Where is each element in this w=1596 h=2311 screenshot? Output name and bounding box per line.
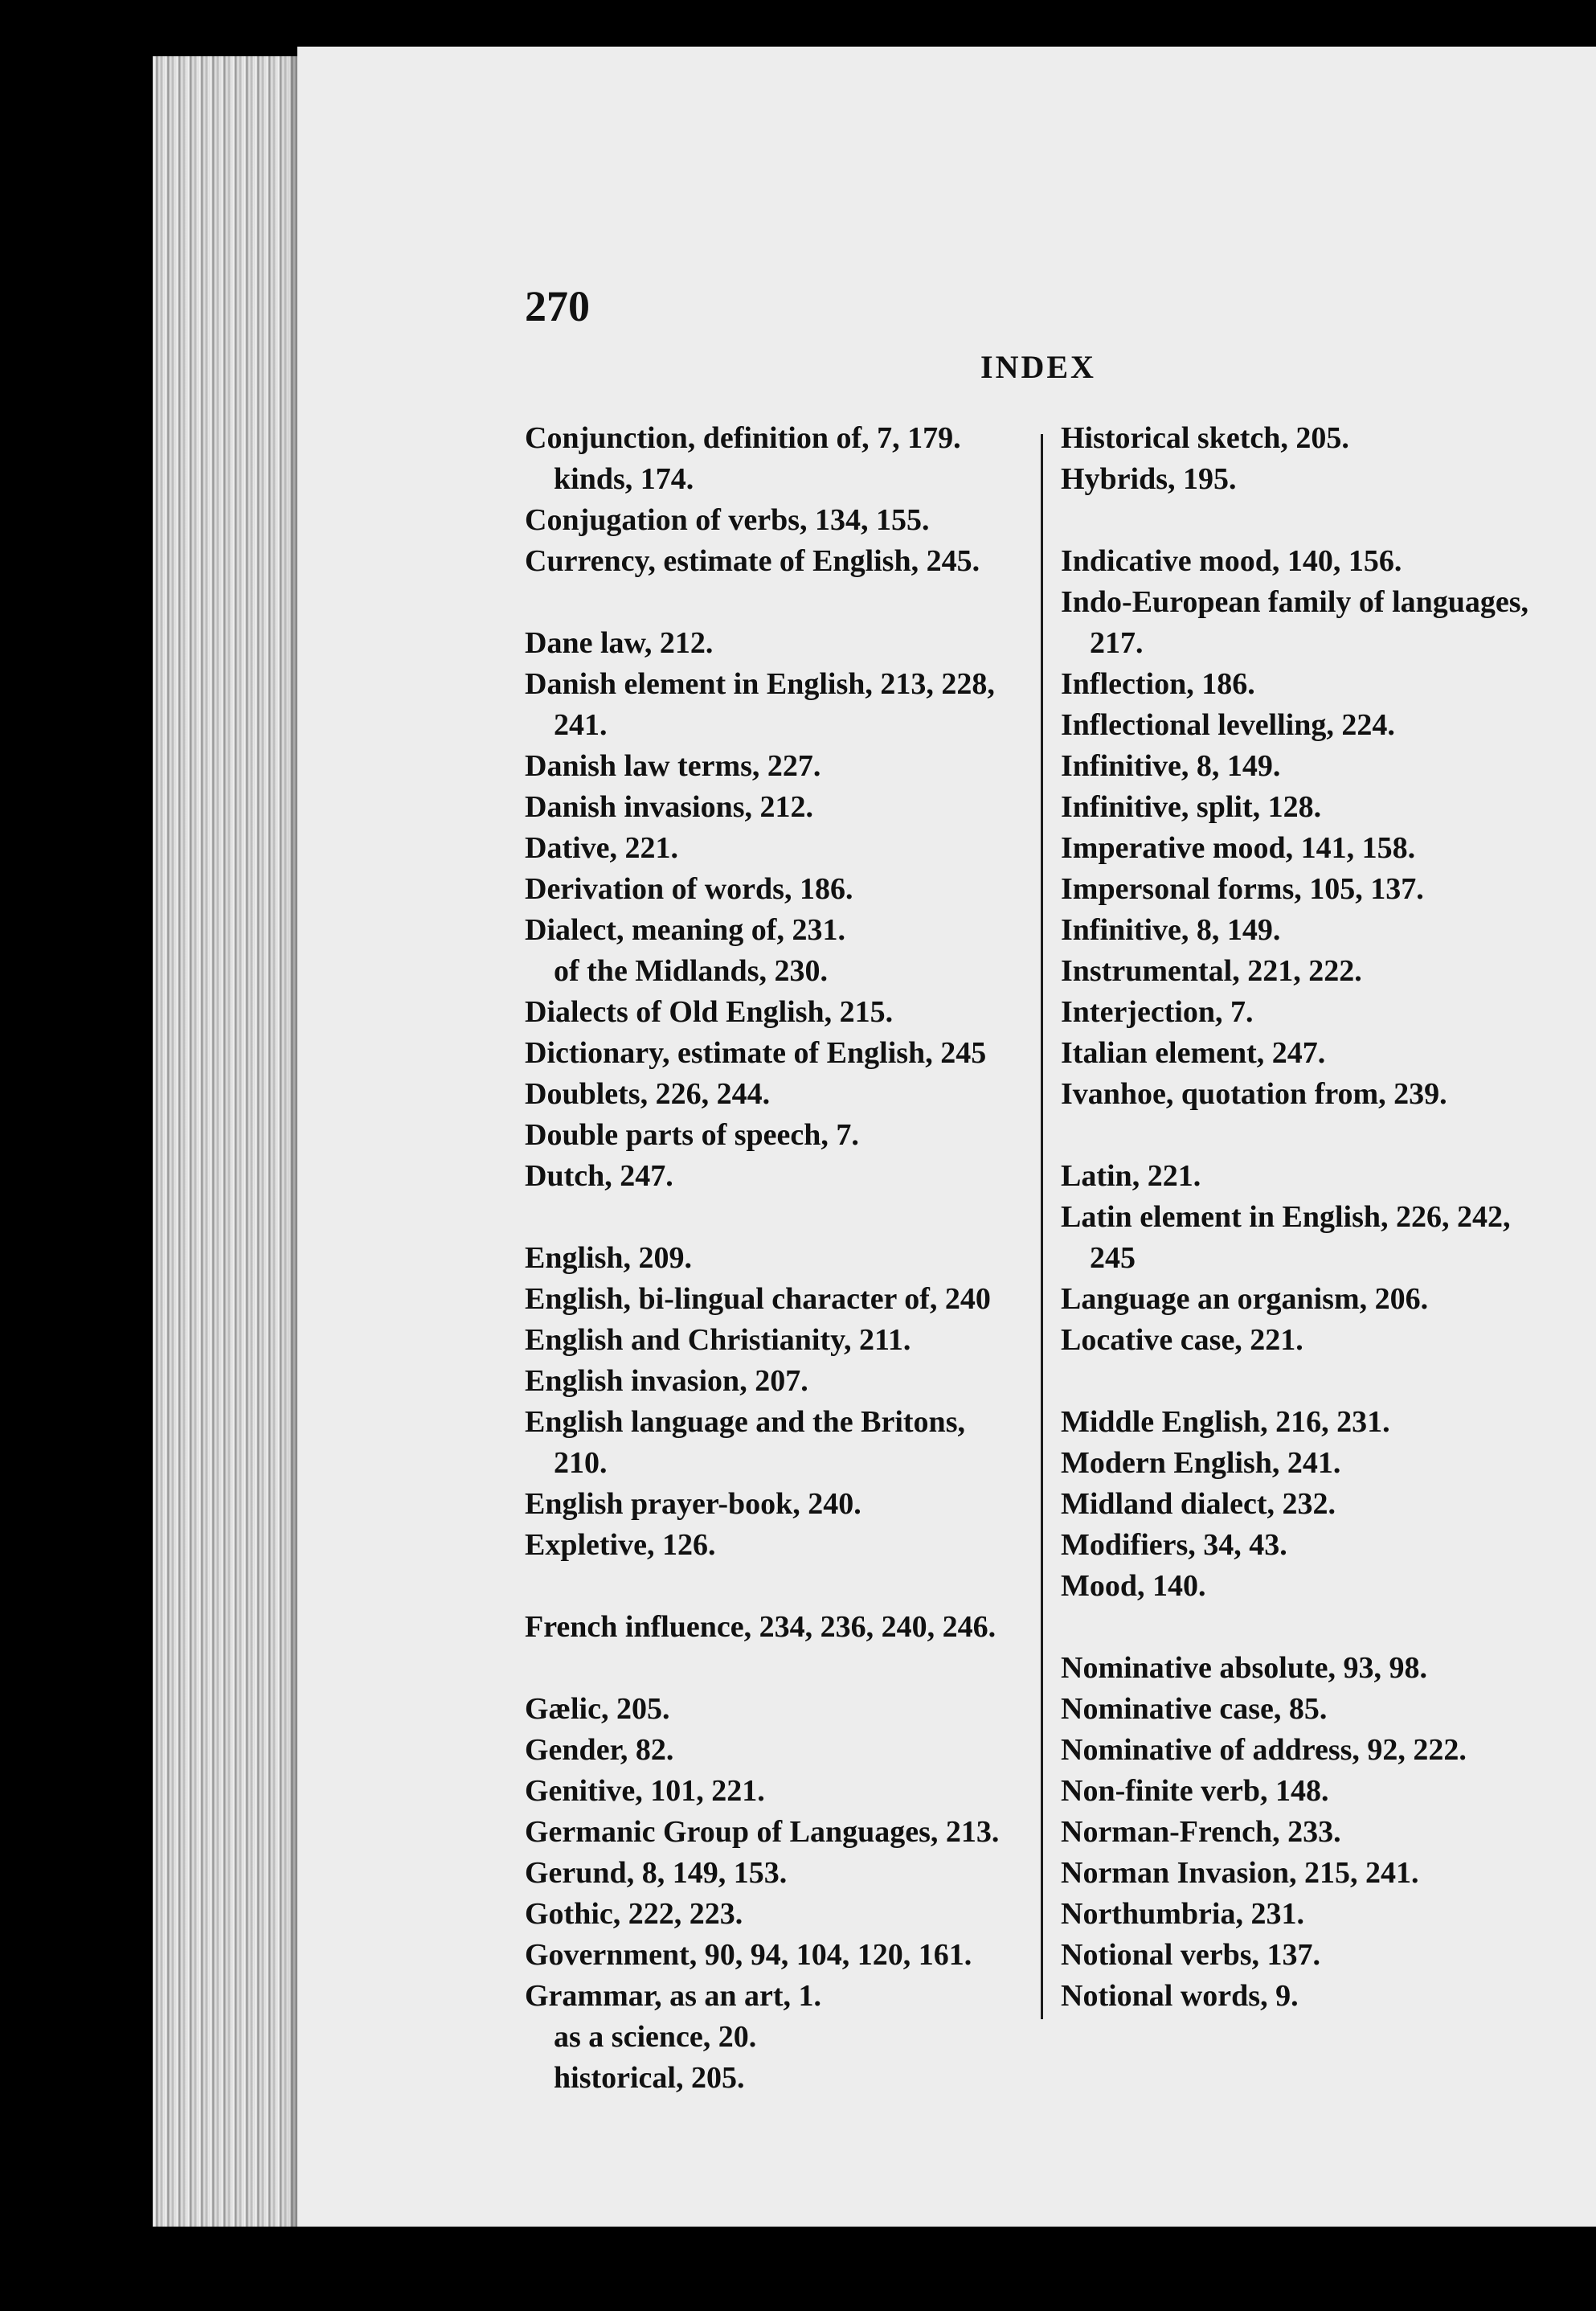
index-entry: French influence, 234, 236, 240, 246. [525, 1610, 996, 1644]
index-entry: English and Christianity, 211. [525, 1323, 911, 1357]
index-entry: Dative, 221. [525, 831, 679, 865]
index-subentry: kinds, 174. [554, 462, 694, 496]
index-entry: Indicative mood, 140, 156. [1061, 544, 1402, 578]
index-entry: Historical sketch, 205. [1061, 421, 1349, 455]
section-gap [525, 1648, 1015, 1689]
index-entry: Hybrids, 195. [1061, 462, 1237, 496]
index-entry: Conjugation of verbs, 134, 155. [525, 503, 930, 537]
index-entry: Inflectional levelling, 224. [1061, 708, 1395, 742]
index-entry: Dialect, meaning of, 231. [525, 913, 845, 947]
index-entry: Latin, 221. [1061, 1159, 1201, 1193]
index-entry: Danish law terms, 227. [525, 749, 821, 783]
index-entry: Gælic, 205. [525, 1692, 670, 1726]
section-gap [525, 1566, 1015, 1607]
page-number: 270 [525, 282, 590, 330]
index-column-left [525, 418, 1015, 2099]
section-gap [1061, 1115, 1551, 1156]
index-entry: Indo-European family of languages, 217. [1061, 585, 1529, 660]
index-entry: Norman-French, 233. [1061, 1815, 1341, 1849]
index-entry: Doublets, 226, 244. [525, 1077, 771, 1111]
index-entry: Notional words, 9. [1061, 1979, 1299, 2013]
index-entry: Notional verbs, 137. [1061, 1938, 1320, 1972]
scan-border [0, 2227, 1596, 2311]
index-entry: Gerund, 8, 149, 153. [525, 1856, 788, 1890]
index-entry: Double parts of speech, 7. [525, 1118, 859, 1152]
index-entry: Imperative mood, 141, 158. [1061, 831, 1416, 865]
index-entry: Dialects of Old English, 215. [525, 995, 894, 1029]
index-entry: English language and the Britons, 210. [525, 1405, 965, 1480]
index-entry: Mood, 140. [1061, 1569, 1206, 1603]
index-entry: Dane law, 212. [525, 626, 714, 660]
index-entry: Nominative of address, 92, 222. [1061, 1733, 1467, 1767]
index-entry: Infinitive, 8, 149. [1061, 913, 1281, 947]
section-gap [1061, 1361, 1551, 1402]
index-entry: Danish invasions, 212. [525, 790, 814, 824]
index-entry: Grammar, as an art, 1. [525, 1979, 822, 2013]
index-subentry: historical, 205. [554, 2061, 745, 2095]
index-entry: Conjunction, definition of, 7, 179. [525, 421, 961, 455]
index-entry: Ivanhoe, quotation from, 239. [1061, 1077, 1447, 1111]
section-gap [525, 1197, 1015, 1238]
index-entry: Interjection, 7. [1061, 995, 1254, 1029]
index-entry: Midland dialect, 232. [1061, 1487, 1336, 1521]
index-entry: Impersonal forms, 105, 137. [1061, 872, 1424, 906]
index-entry: Latin element in English, 226, 242, 245 [1061, 1200, 1511, 1275]
index-entry: Nominative absolute, 93, 98. [1061, 1651, 1427, 1685]
index-entry: Currency, estimate of English, 245. [525, 544, 980, 578]
index-entry: Germanic Group of Languages, 213. [525, 1815, 1000, 1849]
index-entry: Non-finite verb, 148. [1061, 1774, 1329, 1808]
index-entry: Modifiers, 34, 43. [1061, 1528, 1287, 1562]
index-entry: English prayer-book, 240. [525, 1487, 861, 1521]
section-gap [1061, 1607, 1551, 1648]
index-entry: English, bi-lingual character of, 240 [525, 1282, 991, 1316]
index-entry: Inflection, 186. [1061, 667, 1255, 701]
index-entry: Language an organism, 206. [1061, 1282, 1429, 1316]
index-entry: Nominative case, 85. [1061, 1692, 1328, 1726]
index-entry: Genitive, 101, 221. [525, 1774, 765, 1808]
index-entry: Gothic, 222, 223. [525, 1897, 743, 1931]
column-divider [1041, 434, 1043, 2019]
index-entry: Expletive, 126. [525, 1528, 716, 1562]
running-head: INDEX [980, 349, 1096, 385]
index-entry: Dutch, 247. [525, 1159, 673, 1193]
index-subentry: of the Midlands, 230. [554, 954, 828, 988]
index-entry: Middle English, 216, 231. [1061, 1405, 1390, 1439]
index-column-right [1061, 418, 1551, 2017]
index-entry: Norman Invasion, 215, 241. [1061, 1856, 1419, 1890]
index-entry: Dictionary, estimate of English, 245 [525, 1036, 987, 1070]
index-entry: Infinitive, split, 128. [1061, 790, 1322, 824]
index-entry: English invasion, 207. [525, 1364, 808, 1398]
section-gap [1061, 500, 1551, 541]
index-entry: Derivation of words, 186. [525, 872, 853, 906]
index-entry: Locative case, 221. [1061, 1323, 1303, 1357]
index-subentry: as a science, 20. [554, 2020, 757, 2054]
index-entry: Instrumental, 221, 222. [1061, 954, 1362, 988]
section-gap [525, 582, 1015, 623]
index-entry: Gender, 82. [525, 1733, 674, 1767]
index-entry: Infinitive, 8, 149. [1061, 749, 1281, 783]
index-entry: Modern English, 241. [1061, 1446, 1341, 1480]
index-entry: Northumbria, 231. [1061, 1897, 1304, 1931]
page-edges [153, 56, 305, 2227]
index-entry: Government, 90, 94, 104, 120, 161. [525, 1938, 972, 1972]
index-entry: Danish element in English, 213, 228, 241. [525, 667, 995, 742]
book-page [297, 47, 1596, 2233]
index-entry: English, 209. [525, 1241, 693, 1275]
index-entry: Italian element, 247. [1061, 1036, 1326, 1070]
